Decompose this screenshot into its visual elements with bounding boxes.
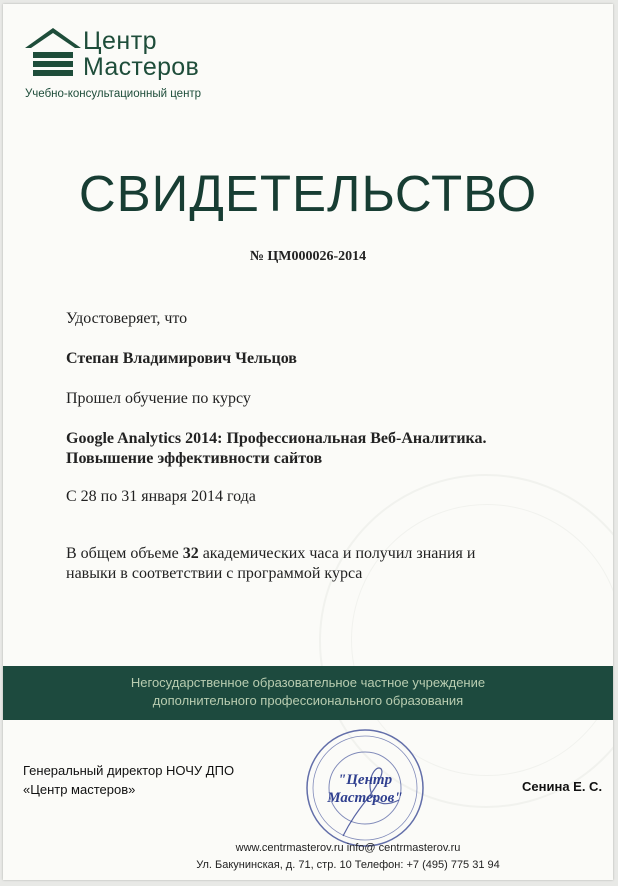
hours-count: 32 xyxy=(182,545,199,562)
logo xyxy=(23,26,223,104)
course-volume-line1 xyxy=(66,544,475,564)
volume-prefix: В общем объеме xyxy=(66,545,183,562)
logo-subtitle: Учебно-консультационный центр xyxy=(25,88,202,100)
certificate-number: № ЦМ000026-2014 xyxy=(249,249,367,264)
course-dates: С 28 по 31 января 2014 года xyxy=(66,488,256,505)
house-logo-icon xyxy=(23,26,83,84)
volume-suffix: академических часа и получил знания и xyxy=(198,545,476,562)
course-volume xyxy=(66,544,475,584)
logo-name xyxy=(83,28,199,81)
contacts-address-phone: Ул. Бакунинская, д. 71, стр. 10 Телефон: +7 (495) 775 31 94 xyxy=(196,859,500,871)
recipient-name: Степан Владимирович Чельцов xyxy=(66,350,297,367)
official-stamp xyxy=(303,726,427,850)
course-title-line1: Google Analytics 2014: Профессиональная Веб-Аналитика. xyxy=(66,430,487,447)
logo-name-line1: Центр xyxy=(83,27,158,55)
certificate-title: СВИДЕТЕЛЬСТВО xyxy=(78,165,538,222)
signer-name: Сенина Е. С. xyxy=(522,779,603,794)
stamp-line2: Мастеров" xyxy=(327,790,403,806)
stamp-line1: "Центр xyxy=(337,772,393,788)
course-title-line2: Повышение эффективности сайтов xyxy=(66,450,323,467)
contacts-web-email: www.centrmasterov.ru info@ centrmasterov.ru xyxy=(235,842,461,854)
contacts xyxy=(3,840,613,874)
certifies-text: Удостоверяет, что xyxy=(66,310,188,327)
course-title xyxy=(66,429,487,469)
organization-line1: Негосударственное образовательное частное учреждение xyxy=(130,675,486,690)
certificate-sheet xyxy=(3,4,613,880)
completed-text: Прошел обучение по курсу xyxy=(66,390,251,407)
logo-name-line2: Мастеров xyxy=(83,53,200,81)
organization-band xyxy=(3,666,613,720)
signatory-position xyxy=(23,761,234,799)
signatory-position-line2: «Центр мастеров» xyxy=(23,782,136,797)
signatory-position-line1: Генеральный директор НОЧУ ДПО xyxy=(23,763,235,778)
course-volume-line2: навыки в соответствии с программой курса xyxy=(66,565,363,582)
organization-line2: дополнительного профессионального образования xyxy=(152,693,464,708)
